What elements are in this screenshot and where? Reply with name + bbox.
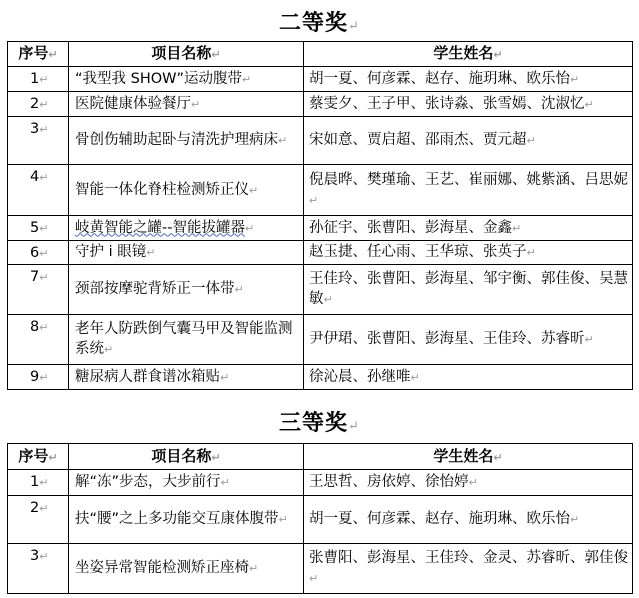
second-prize-table [7, 41, 633, 390]
table-row: 1↵ 解“冻”步态，大步前行↵ 王思哲、房依婷、徐怡婷↵ [8, 470, 633, 496]
table-row: 7↵ 颈部按摩驼背矫正一体带↵ 王佳玲、张曹阳、彭海星、邹宇衡、郭佳俊、吴慧敏↵ [8, 265, 633, 315]
table-row: 2↵ 医院健康体验餐厅↵ 蔡雯夕、王子甲、张诗淼、张雪嫣、沈淑忆↵ [8, 92, 633, 117]
table-row: 4↵ 智能一体化脊柱检测矫正仪↵ 倪晨晔、樊瑾瑜、王艺、崔丽娜、姚紫涵、吕思妮↵ [8, 165, 633, 216]
header-project: 项目名称↵ [69, 444, 304, 470]
header-students: 学生姓名↵ [304, 444, 633, 470]
header-project: 项目名称↵ [69, 42, 304, 67]
section-title-second-prize: 二等奖↵ [279, 10, 360, 36]
header-students: 学生姓名↵ [304, 42, 633, 67]
table-row: 1↵ “我型我 SHOW”运动腹带↵ 胡一夏、何彦霖、赵存、施玥琳、欧乐怡↵ [8, 67, 633, 92]
table-row: 3↵ 骨创伤辅助起卧与清洗护理病床↵ 宋如意、贾启超、邵雨杰、贾元超↵ [8, 117, 633, 165]
table-row: 8↵ 老年人防跌倒气囊马甲及智能监测系统↵ 尹伊珺、张曹阳、彭海星、王佳玲、苏睿昕↵ [8, 315, 633, 365]
section-title-third-prize: 三等奖↵ [279, 410, 360, 436]
table-row: 5↵ 岐黄智能之罐--智能拔罐器↵ 孙征宇、张曹阳、彭海星、金鑫↵ [8, 216, 633, 241]
table-row: 9↵ 糖尿病人群食谱冰箱贴↵ 徐沁晨、孙继唯↵ [8, 365, 633, 390]
table-row: 3↵ 坐姿异常智能检测矫正座椅↵ 张曹阳、彭海星、王佳玲、金灵、苏睿昕、郭佳俊↵ [8, 544, 633, 594]
table-header-row [8, 444, 633, 470]
third-prize-table [7, 443, 633, 594]
table-row: 2↵ 扶“腰”之上多功能交互康体腹带↵ 胡一夏、何彦霖、赵存、施玥琳、欧乐怡↵ [8, 496, 633, 544]
table-row: 6↵ 守护 i 眼镜↵ 赵玉捷、任心雨、王华琼、张英子↵ [8, 241, 633, 265]
header-no: 序号↵ [8, 42, 69, 67]
table-header-row [8, 42, 633, 67]
header-no: 序号↵ [8, 444, 69, 470]
